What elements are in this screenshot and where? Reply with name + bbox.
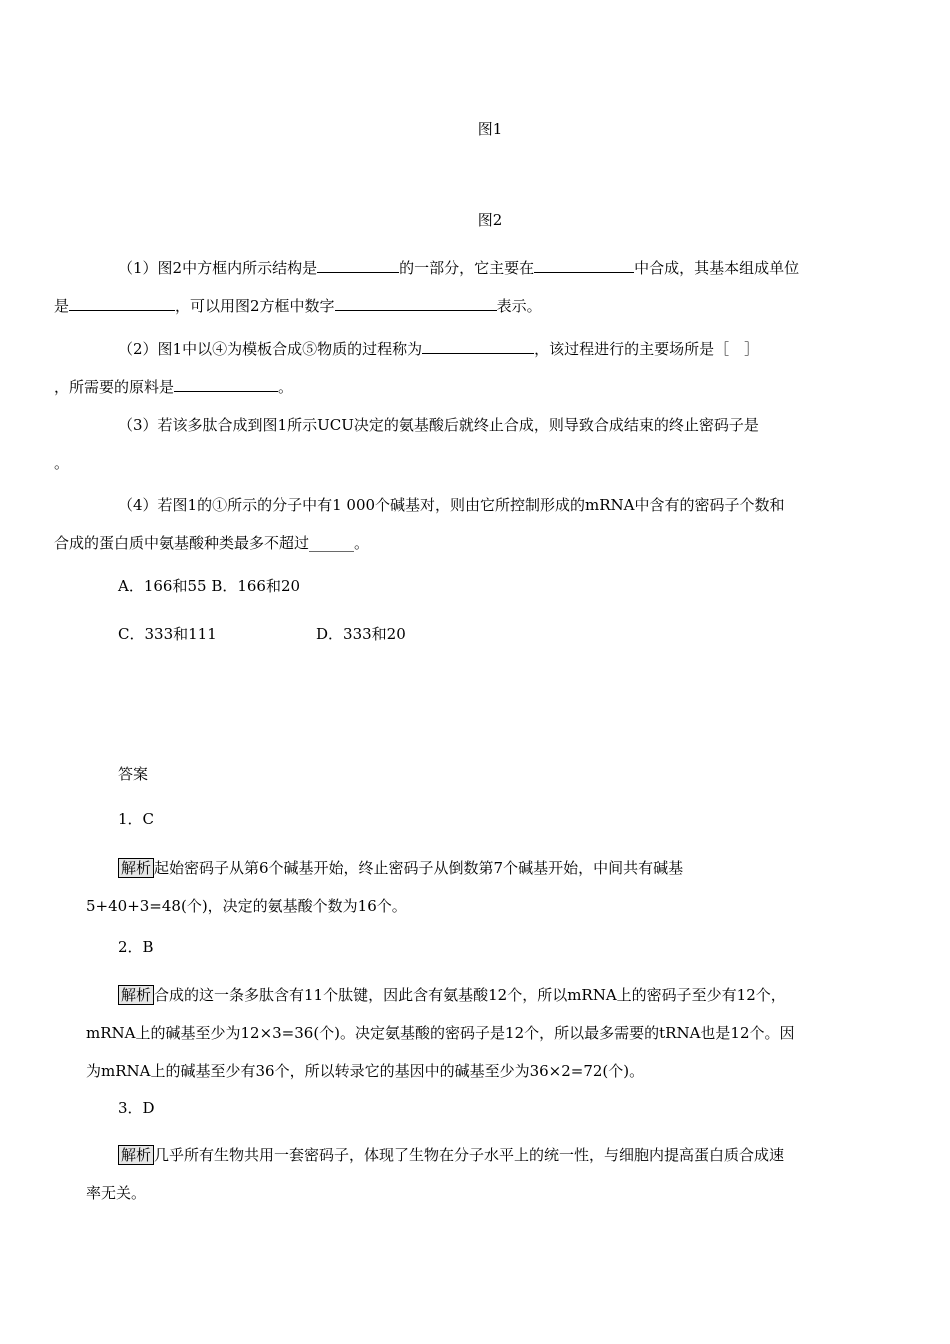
answer-blank: ______ — [309, 534, 355, 552]
answer-blank — [422, 337, 534, 354]
answer-blank — [174, 375, 278, 392]
answer-2-text-a: 合成的这一条多肽含有11个肽键，因此含有氨基酸12个，所以mRNA上的密码子至少有12个， — [154, 986, 786, 1004]
answer-blank — [69, 294, 175, 311]
question-2 — [54, 330, 866, 406]
analysis-tag: 解析 — [118, 1145, 154, 1165]
answer-3-explanation — [86, 1136, 878, 1212]
option-a-b: A．166和55 B．166和20 — [118, 577, 301, 595]
question-1-text-a: （1）图2中方框内所示结构是 — [118, 259, 318, 277]
answer-3-text-b: 率无关。 — [86, 1184, 147, 1202]
question-1-text-f: 表示。 — [496, 297, 542, 315]
figure-2-caption: 图2 — [477, 211, 503, 229]
answer-2-text-c: 为mRNA上的碱基至少有36个，所以转录它的基因中的碱基至少为36×2=72(个)。 — [86, 1062, 645, 1080]
analysis-tag: 解析 — [118, 858, 154, 878]
question-4 — [54, 486, 866, 562]
question-4-text-c: 。 — [354, 534, 370, 552]
question-4-text-b: 合成的蛋白质中氨基酸种类最多不超过 — [54, 534, 310, 552]
option-c: C．333和111 — [118, 625, 217, 643]
answer-1-text-a: 起始密码子从第6个碱基开始，终止密码子从倒数第7个碱基开始，中间共有碱基 — [154, 859, 684, 877]
option-d: D．333和20 — [316, 625, 406, 643]
answer-3-label: 3．D — [118, 1099, 155, 1117]
question-3-text-b: 。 — [54, 454, 70, 472]
answer-blank — [317, 256, 399, 273]
question-1-text-b: 的一部分，它主要在 — [399, 259, 535, 277]
answer-3-text-a: 几乎所有生物共用一套密码子，体现了生物在分子水平上的统一性，与细胞内提高蛋白质合成速 — [154, 1146, 785, 1164]
answers-heading: 答案 — [118, 765, 149, 783]
question-1 — [54, 249, 866, 325]
answer-blank — [335, 294, 497, 311]
question-2-text-d: 。 — [278, 378, 294, 396]
question-2-text-b: ，该过程进行的主要场所是［ ］ — [534, 340, 760, 358]
question-1-text-e: ，可以用图2方框中数字 — [175, 297, 335, 315]
answer-1-label: 1．C — [118, 810, 155, 828]
question-3 — [54, 406, 866, 482]
question-3-text-a: （3）若该多肽合成到图1所示UCU决定的氨基酸后就终止合成，则导致合成结束的终止密码子是 — [118, 416, 759, 434]
analysis-tag: 解析 — [118, 985, 154, 1005]
answer-2-text-b: mRNA上的碱基至少为12×3=36(个)。决定氨基酸的密码子是12个，所以最多需要的tRNA也是12个。因 — [86, 1024, 795, 1042]
question-1-text-c: 中合成，其基本组成单位 — [634, 259, 800, 277]
answer-1-text-b: 5+40+3=48(个)，决定的氨基酸个数为16个。 — [86, 897, 407, 915]
question-2-text-c: ，所需要的原料是 — [54, 378, 175, 396]
answer-1-explanation — [86, 849, 866, 925]
answer-2-label: 2．B — [118, 938, 154, 956]
question-2-text-a: （2）图1中以④为模板合成⑤物质的过程称为 — [118, 340, 423, 358]
question-1-text-d: 是 — [54, 297, 70, 315]
question-4-text-a: （4）若图1的①所示的分子中有1 000个碱基对，则由它所控制形成的mRNA中含有的密码子个数和 — [118, 496, 785, 514]
figure-1-caption: 图1 — [477, 120, 503, 138]
answer-blank — [534, 256, 634, 273]
answer-2-explanation — [86, 976, 878, 1090]
